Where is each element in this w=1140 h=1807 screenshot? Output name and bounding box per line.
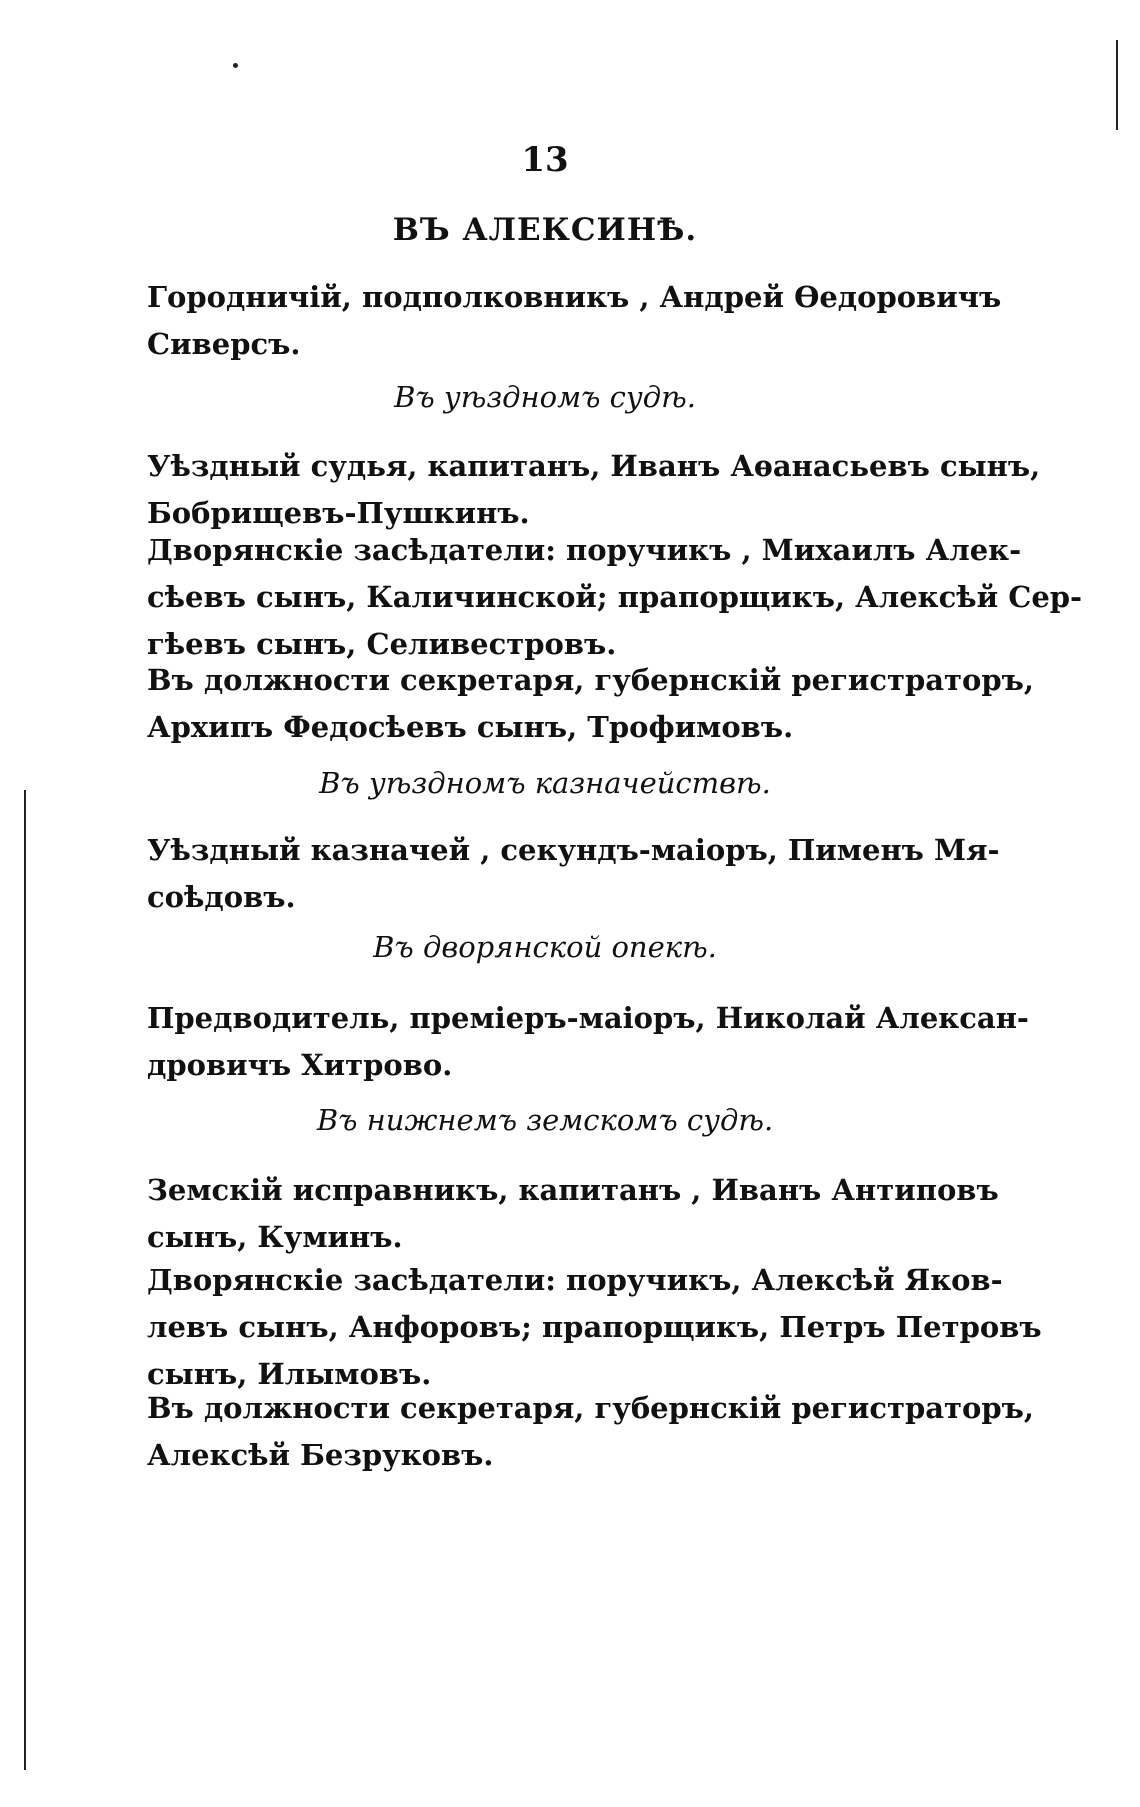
text-line: дровичъ Хитрово. [147, 1048, 453, 1082]
lower-court-entry [147, 1167, 999, 1261]
text-line: Дворянскіе засѣдатели: поручикъ , Михаилъ Алек- [147, 533, 1022, 567]
section-heading-treasury: Въ уѣздномъ казначействѣ. [319, 766, 771, 800]
court-entry [147, 527, 1083, 668]
text-line: Предводитель, преміеръ-маіоръ, Николай Алексан- [147, 1001, 1029, 1035]
text-line: Сиверсъ. [147, 327, 301, 361]
text-line: сынъ, Куминъ. [147, 1220, 403, 1254]
lower-court-entry [147, 1257, 1042, 1398]
section-heading-court: Въ уѣздномъ судѣ. [394, 380, 696, 414]
text-line: Уѣздный казначей , секундъ-маіоръ, Пименъ Мя- [147, 833, 1000, 867]
text-line: сѣевъ сынъ, Каличинской; прапорщикъ, Алексѣй Сер- [147, 580, 1083, 614]
treasury-entry [147, 827, 1000, 921]
text-line: Дворянскіе засѣдатели: поручикъ, Алексѣй Яков- [147, 1263, 1003, 1297]
edge-mark-right [1116, 40, 1118, 130]
mayor-entry [147, 274, 1002, 368]
text-line: гѣевъ сынъ, Селивестровъ. [147, 627, 617, 661]
town-heading: ВЪ АЛЕКСИНѢ. [392, 212, 698, 248]
speck [233, 63, 238, 68]
text-line: левъ сынъ, Анфоровъ; прапорщикъ, Петръ Петровъ [147, 1310, 1042, 1344]
text-line: Бобрищевъ-Пушкинъ. [147, 496, 530, 530]
page-number: 13 [521, 140, 569, 180]
section-heading-wardship: Въ дворянской опекѣ. [373, 930, 717, 964]
text-line: Городничій, подполковникъ , Андрей Ѳедоровичъ [147, 280, 1002, 314]
text-line: Въ должности секретаря, губернскій регистраторъ, [147, 663, 1034, 697]
text-line: Уѣздный судья, капитанъ, Иванъ Аѳанасьевъ сынъ, [147, 449, 1041, 483]
text-line: соѣдовъ. [147, 880, 296, 914]
section-heading-lower-court: Въ нижнемъ земскомъ судѣ. [316, 1103, 774, 1137]
court-entry [147, 443, 1041, 537]
lower-court-entry [147, 1385, 1034, 1479]
text-line: Земскій исправникъ, капитанъ , Иванъ Антиповъ [147, 1173, 999, 1207]
text-line: сынъ, Илымовъ. [147, 1357, 432, 1391]
text-line: Въ должности секретаря, губернскій регистраторъ, [147, 1391, 1034, 1425]
court-entry [147, 657, 1034, 751]
text-line: Алексѣй Безруковъ. [147, 1438, 494, 1472]
text-line: Архипъ Федосѣевъ сынъ, Трофимовъ. [147, 710, 794, 744]
wardship-entry [147, 995, 1029, 1089]
